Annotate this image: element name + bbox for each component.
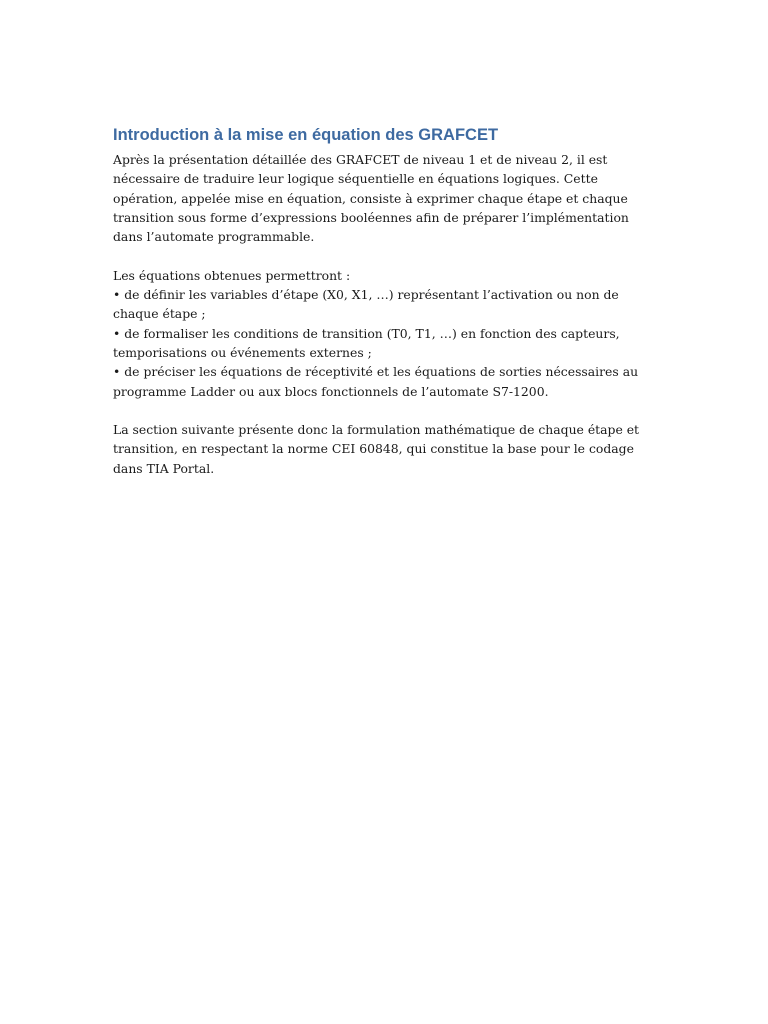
list-intro: Les équations obtenues permettront : — [113, 267, 351, 283]
list-item: • de formaliser les conditions de transition (T0, T1, …) en fonction des capteurs, temporisations ou événements externes ; — [113, 325, 620, 360]
equations-list — [113, 266, 658, 401]
list-item: • de définir les variables d’étape (X0, X1, …) représentant l’activation ou non de chaque étape ; — [113, 287, 619, 322]
list-item: • de préciser les équations de réceptivité et les équations de sorties nécessaires au programme Ladder ou aux blocs fonctionnels de l’automate S7-1200. — [113, 364, 639, 399]
closing-paragraph: La section suivante présente donc la formulation mathématique de chaque étape et transition, en respectant la norme CEI 60848, qui constitue la base pour le codage dans TIA Portal. — [113, 422, 640, 476]
intro-paragraph: Après la présentation détaillée des GRAFCET de niveau 1 et de niveau 2, il est nécessaire de traduire leur logique séquentielle en équations logiques. Cette opération, appelée mise en équation, consiste à exprimer chaque étape et chaque transition sous forme d’expressions booléennes afin de préparer l’implémentation dans l’automate programmable. — [113, 152, 629, 245]
section-heading: Introduction à la mise en équation des GRAFCET — [113, 126, 499, 144]
document-body — [113, 124, 658, 478]
